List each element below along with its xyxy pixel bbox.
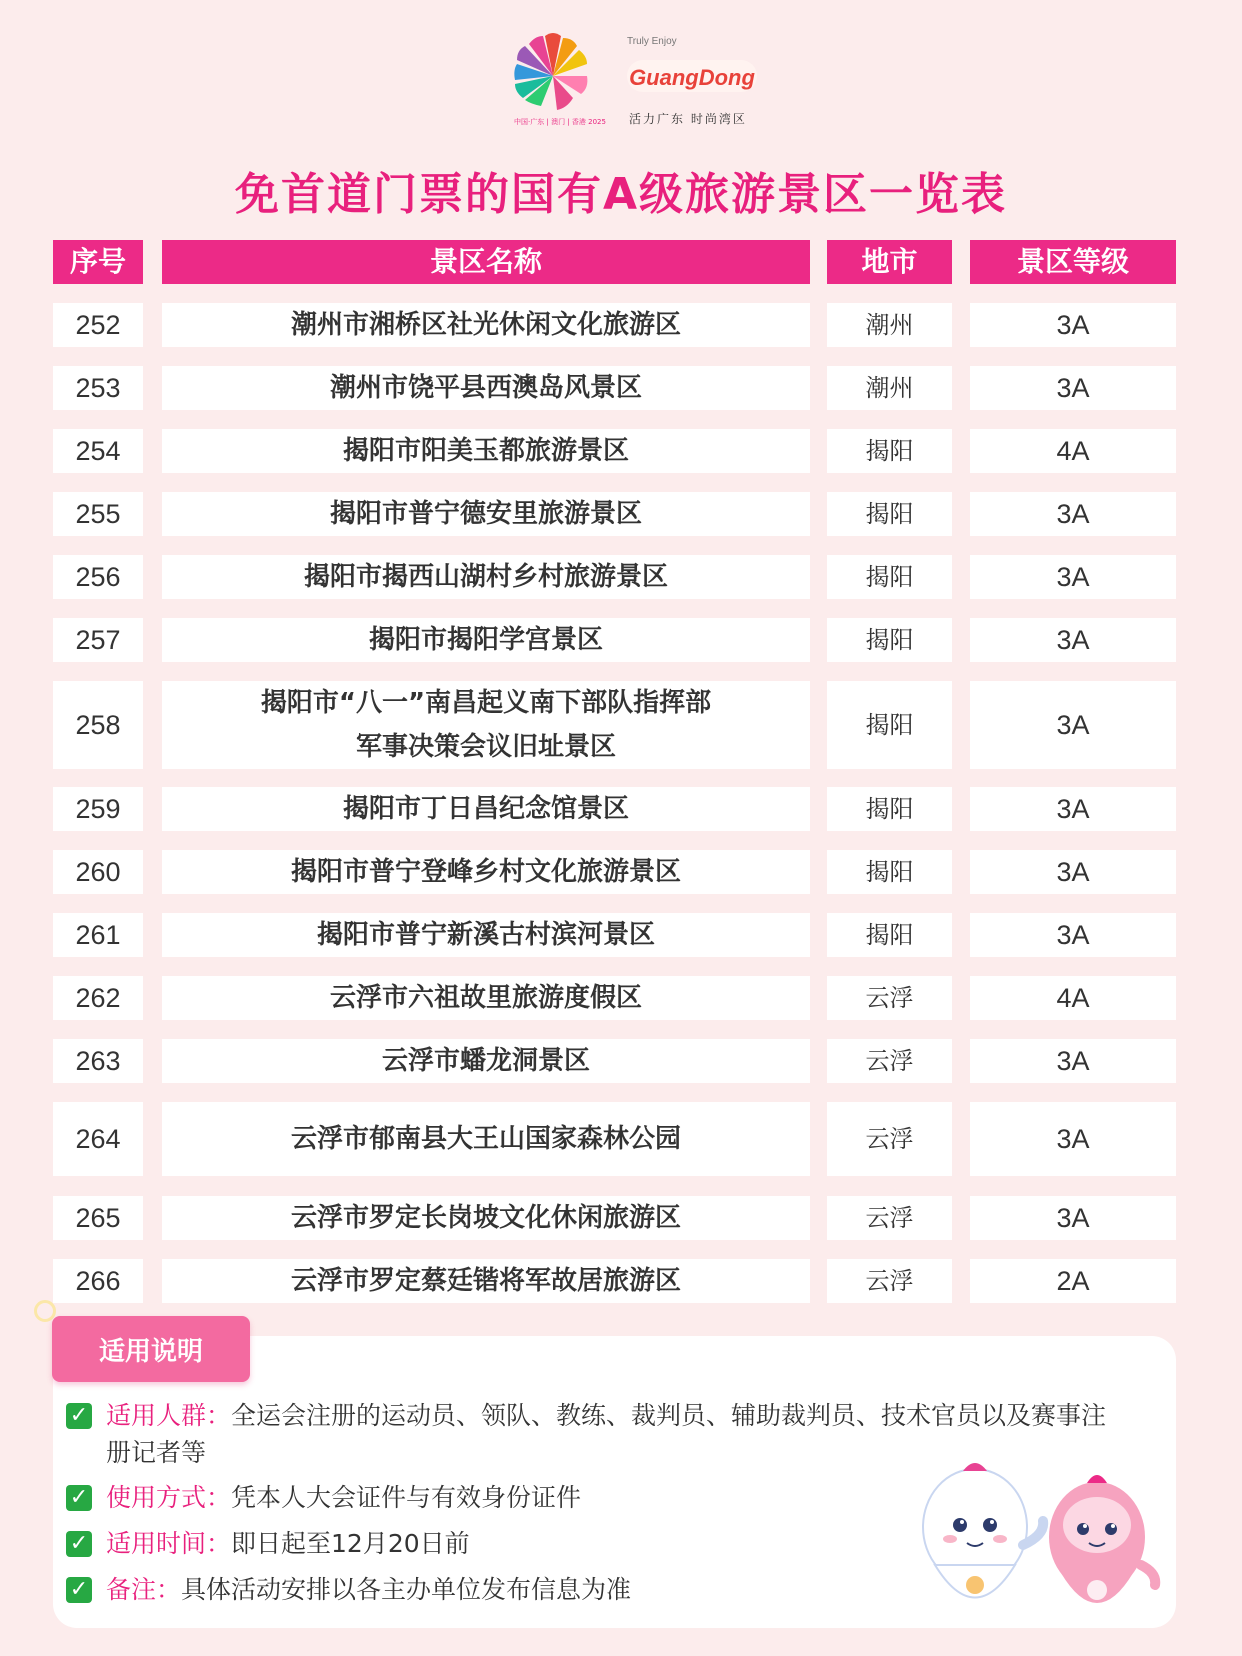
note-text: 凭本人大会证件与有效身份证件 xyxy=(231,1483,582,1512)
header-name: 景区名称 xyxy=(162,240,810,284)
cell-city: 揭阳 xyxy=(827,429,952,473)
cell-name-line-2: 军事决策会议旧址景区 xyxy=(355,732,616,762)
checkbox-checked-icon: ✓ xyxy=(66,1403,92,1429)
cell-no: 263 xyxy=(53,1039,143,1083)
cell-name-line-1: 揭阳市“八一”南昌起义南下部队指挥部 xyxy=(260,688,712,718)
cell-level: 3A xyxy=(970,850,1176,894)
cell-name: 潮州市饶平县西澳岛风景区 xyxy=(162,366,810,410)
cell-no: 259 xyxy=(53,787,143,831)
cell-city: 揭阳 xyxy=(827,492,952,536)
cell-city: 揭阳 xyxy=(827,850,952,894)
page-title: 免首道门票的国有A级旅游景区一览表 xyxy=(234,169,1008,220)
cell-name: 揭阳市揭阳学宫景区 xyxy=(162,618,810,662)
cell-no: 254 xyxy=(53,429,143,473)
cell-name: 云浮市蟠龙洞景区 xyxy=(162,1039,810,1083)
note-label: 适用时间： xyxy=(106,1529,232,1558)
cell-name: 揭阳市阳美玉都旅游景区 xyxy=(162,429,810,473)
cell-name: 潮州市湘桥区社光休闲文化旅游区 xyxy=(162,303,810,347)
games-logo-caption: 中国·广东 | 澳门 | 香港 2025 xyxy=(514,118,606,126)
games-logo xyxy=(505,28,615,132)
note-text: 全运会注册的运动员、领队、教练、裁判员、辅助裁判员、技术官员以及赛事注 xyxy=(231,1401,1107,1430)
cell-name: 揭阳市揭西山湖村乡村旅游景区 xyxy=(162,555,810,599)
cell-no: 258 xyxy=(53,681,143,769)
cell-level: 3A xyxy=(970,1102,1176,1176)
cell-name: 云浮市罗定蔡廷锴将军故居旅游区 xyxy=(162,1259,810,1303)
brand-slogan: 活力广东 时尚湾区 xyxy=(629,112,747,126)
checkbox-checked-icon: ✓ xyxy=(66,1577,92,1603)
cell-city: 云浮 xyxy=(827,976,952,1020)
cell-level: 3A xyxy=(970,303,1176,347)
header-city: 地市 xyxy=(827,240,952,284)
header xyxy=(0,0,1242,228)
cell-city: 潮州 xyxy=(827,366,952,410)
svg-text:GuangDong: GuangDong xyxy=(629,65,755,90)
mascots-illustration xyxy=(905,1455,1165,1630)
cell-city: 揭阳 xyxy=(827,787,952,831)
cell-name: 揭阳市普宁德安里旅游景区 xyxy=(162,492,810,536)
cell-level: 3A xyxy=(970,787,1176,831)
cell-level: 3A xyxy=(970,913,1176,957)
brand-tagline: Truly Enjoy xyxy=(627,36,677,47)
cell-no: 257 xyxy=(53,618,143,662)
header-level: 景区等级 xyxy=(970,240,1176,284)
note-label: 备注： xyxy=(106,1575,182,1604)
note-text: 具体活动安排以各主办单位发布信息为准 xyxy=(181,1575,632,1604)
note-label: 适用人群： xyxy=(106,1401,232,1430)
cell-level: 2A xyxy=(970,1259,1176,1303)
cell-no: 252 xyxy=(53,303,143,347)
cell-level: 3A xyxy=(970,1196,1176,1240)
cell-city: 揭阳 xyxy=(827,618,952,662)
cell-no: 253 xyxy=(53,366,143,410)
header-no: 序号 xyxy=(53,240,143,284)
cell-name xyxy=(162,681,810,769)
cell-level: 3A xyxy=(970,681,1176,769)
cell-no: 266 xyxy=(53,1259,143,1303)
cell-no: 262 xyxy=(53,976,143,1020)
cell-level: 3A xyxy=(970,492,1176,536)
cell-name: 揭阳市普宁新溪古村滨河景区 xyxy=(162,913,810,957)
cell-city: 云浮 xyxy=(827,1102,952,1176)
note-text-cont: 册记者等 xyxy=(106,1438,207,1467)
cell-no: 255 xyxy=(53,492,143,536)
cell-city: 揭阳 xyxy=(827,555,952,599)
cell-name: 云浮市罗定长岗坡文化休闲旅游区 xyxy=(162,1196,810,1240)
cell-no: 260 xyxy=(53,850,143,894)
cell-name: 云浮市六祖故里旅游度假区 xyxy=(162,976,810,1020)
cell-no: 265 xyxy=(53,1196,143,1240)
cell-city: 揭阳 xyxy=(827,681,952,769)
cell-level: 3A xyxy=(970,366,1176,410)
cell-level: 4A xyxy=(970,429,1176,473)
cell-city: 潮州 xyxy=(827,303,952,347)
cell-no: 264 xyxy=(53,1102,143,1176)
white-mascot xyxy=(923,1463,1043,1598)
cell-name: 揭阳市丁日昌纪念馆景区 xyxy=(162,787,810,831)
cell-level: 3A xyxy=(970,1039,1176,1083)
note-text: 即日起至12月20日前 xyxy=(231,1529,470,1558)
guangdong-wordmark xyxy=(625,54,760,96)
checkbox-checked-icon: ✓ xyxy=(66,1531,92,1557)
cell-name: 揭阳市普宁登峰乡村文化旅游景区 xyxy=(162,850,810,894)
cell-level: 4A xyxy=(970,976,1176,1020)
cell-city: 云浮 xyxy=(827,1259,952,1303)
note-label: 使用方式： xyxy=(106,1483,232,1512)
guangdong-brand-logo xyxy=(625,36,765,132)
cell-no: 256 xyxy=(53,555,143,599)
cell-no: 261 xyxy=(53,913,143,957)
pink-mascot xyxy=(1049,1475,1155,1603)
notes-tab-label: 适用说明 xyxy=(52,1316,250,1382)
cell-city: 云浮 xyxy=(827,1039,952,1083)
checkbox-checked-icon: ✓ xyxy=(66,1485,92,1511)
cell-level: 3A xyxy=(970,618,1176,662)
cell-city: 揭阳 xyxy=(827,913,952,957)
cell-level: 3A xyxy=(970,555,1176,599)
cell-city: 云浮 xyxy=(827,1196,952,1240)
cell-name: 云浮市郁南县大王山国家森林公园 xyxy=(162,1102,810,1176)
